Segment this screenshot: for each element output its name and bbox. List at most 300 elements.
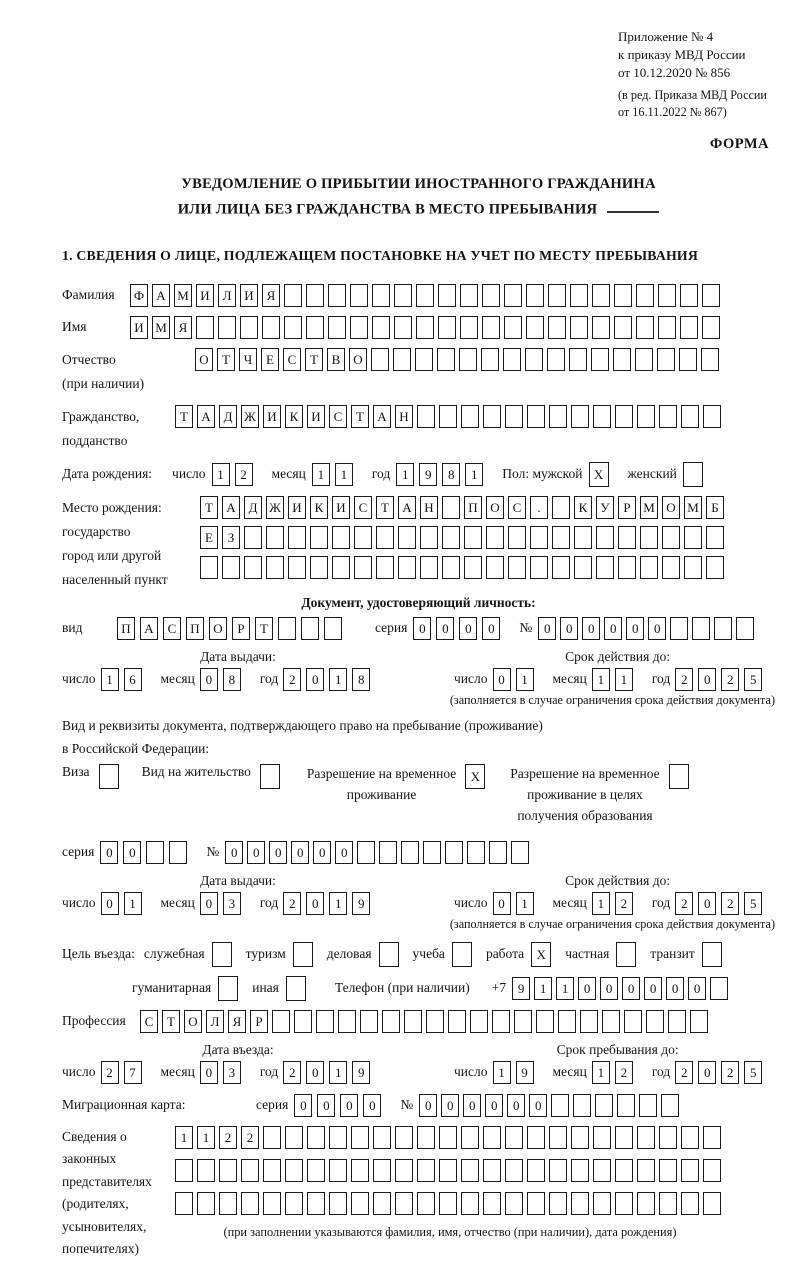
form-cell[interactable] [464, 556, 482, 579]
form-cell[interactable] [470, 1010, 488, 1033]
form-cell[interactable]: 0 [313, 841, 331, 864]
form-cell[interactable] [244, 556, 262, 579]
form-cell[interactable] [483, 405, 501, 428]
form-cell[interactable] [328, 284, 346, 307]
form-cell[interactable]: 6 [124, 668, 142, 691]
form-cell[interactable] [659, 1192, 677, 1215]
form-cell[interactable]: 9 [419, 463, 437, 486]
form-cell[interactable] [483, 1192, 501, 1215]
form-cell[interactable] [552, 496, 570, 519]
form-cell[interactable]: М [640, 496, 658, 519]
form-cell[interactable] [569, 348, 587, 371]
form-cell[interactable]: 8 [442, 463, 460, 486]
form-cell[interactable]: 8 [223, 668, 241, 691]
form-cell[interactable] [573, 1094, 591, 1117]
form-cell[interactable]: 0 [507, 1094, 525, 1117]
form-cell[interactable]: Ф [130, 284, 148, 307]
form-cell[interactable] [260, 764, 280, 789]
form-cell[interactable] [549, 405, 567, 428]
form-cell[interactable]: 1 [335, 463, 353, 486]
form-cell[interactable] [549, 1192, 567, 1215]
form-cell[interactable]: А [398, 496, 416, 519]
form-cell[interactable] [262, 316, 280, 339]
form-cell[interactable] [200, 556, 218, 579]
form-cell[interactable]: Д [219, 405, 237, 428]
form-cell[interactable]: И [332, 496, 350, 519]
form-cell[interactable]: 0 [698, 1061, 716, 1084]
form-cell[interactable]: 5 [744, 892, 762, 915]
form-cell[interactable]: О [195, 348, 213, 371]
form-cell[interactable] [525, 348, 543, 371]
form-cell[interactable] [571, 1159, 589, 1182]
form-cell[interactable]: С [140, 1010, 158, 1033]
form-cell[interactable]: М [152, 316, 170, 339]
form-cell[interactable] [508, 556, 526, 579]
form-cell[interactable] [285, 1192, 303, 1215]
form-cell[interactable]: 0 [363, 1094, 381, 1117]
form-cell[interactable]: 0 [482, 617, 500, 640]
form-cell[interactable] [439, 405, 457, 428]
form-cell[interactable]: 0 [604, 617, 622, 640]
form-cell[interactable] [459, 348, 477, 371]
form-cell[interactable]: 7 [124, 1061, 142, 1084]
form-cell[interactable] [354, 556, 372, 579]
form-cell[interactable]: Н [395, 405, 413, 428]
form-cell[interactable] [376, 526, 394, 549]
form-cell[interactable] [504, 316, 522, 339]
form-cell[interactable] [294, 1010, 312, 1033]
form-cell[interactable] [596, 526, 614, 549]
form-cell[interactable]: 0 [413, 617, 431, 640]
form-cell[interactable]: 0 [269, 841, 287, 864]
form-cell[interactable]: Я [174, 316, 192, 339]
form-cell[interactable] [514, 1010, 532, 1033]
form-cell[interactable]: 2 [721, 668, 739, 691]
form-cell[interactable]: 0 [101, 892, 119, 915]
form-cell[interactable]: К [285, 405, 303, 428]
form-cell[interactable] [437, 348, 455, 371]
form-cell[interactable]: 0 [626, 617, 644, 640]
form-cell[interactable] [668, 1010, 686, 1033]
form-cell[interactable] [662, 556, 680, 579]
form-cell[interactable] [692, 617, 710, 640]
form-cell[interactable] [592, 284, 610, 307]
form-cell[interactable]: 1 [493, 1061, 511, 1084]
form-cell[interactable]: Т [162, 1010, 180, 1033]
form-cell[interactable] [505, 1192, 523, 1215]
form-cell[interactable] [714, 617, 732, 640]
form-cell[interactable]: 2 [615, 892, 633, 915]
form-cell[interactable] [307, 1126, 325, 1149]
form-cell[interactable]: 5 [744, 1061, 762, 1084]
form-cell[interactable] [332, 556, 350, 579]
form-cell[interactable]: У [596, 496, 614, 519]
form-cell[interactable] [486, 526, 504, 549]
form-cell[interactable]: 0 [622, 977, 640, 1000]
form-cell[interactable] [659, 1159, 677, 1182]
form-cell[interactable]: 9 [516, 1061, 534, 1084]
form-cell[interactable]: 2 [615, 1061, 633, 1084]
form-cell[interactable]: 0 [441, 1094, 459, 1117]
form-cell[interactable] [618, 526, 636, 549]
form-cell[interactable] [527, 405, 545, 428]
form-cell[interactable]: 1 [197, 1126, 215, 1149]
form-cell[interactable]: И [196, 284, 214, 307]
form-cell[interactable] [212, 942, 232, 967]
form-cell[interactable]: 9 [352, 892, 370, 915]
form-cell[interactable]: 2 [675, 1061, 693, 1084]
form-cell[interactable] [602, 1010, 620, 1033]
form-cell[interactable] [593, 1159, 611, 1182]
form-cell[interactable] [702, 942, 722, 967]
form-cell[interactable]: 1 [556, 977, 574, 1000]
form-cell[interactable] [416, 284, 434, 307]
form-cell[interactable]: 1 [615, 668, 633, 691]
form-cell[interactable]: 0 [225, 841, 243, 864]
form-cell[interactable] [438, 316, 456, 339]
form-cell[interactable] [417, 1159, 435, 1182]
form-cell[interactable] [736, 617, 754, 640]
form-cell[interactable] [659, 405, 677, 428]
form-cell[interactable]: 0 [247, 841, 265, 864]
form-cell[interactable] [680, 316, 698, 339]
form-cell[interactable]: 0 [600, 977, 618, 1000]
form-cell[interactable] [417, 1126, 435, 1149]
form-cell[interactable] [580, 1010, 598, 1033]
form-cell[interactable] [536, 1010, 554, 1033]
form-cell[interactable] [398, 556, 416, 579]
form-cell[interactable]: 0 [419, 1094, 437, 1117]
form-cell[interactable] [218, 976, 238, 1001]
form-cell[interactable] [452, 942, 472, 967]
form-cell[interactable] [511, 841, 529, 864]
form-cell[interactable] [288, 526, 306, 549]
form-cell[interactable] [439, 1126, 457, 1149]
form-cell[interactable] [661, 1094, 679, 1117]
form-cell[interactable]: С [163, 617, 181, 640]
form-cell[interactable]: X [465, 764, 485, 789]
form-cell[interactable]: Ч [239, 348, 257, 371]
form-cell[interactable]: 0 [200, 1061, 218, 1084]
form-cell[interactable] [357, 841, 375, 864]
form-cell[interactable] [263, 1159, 281, 1182]
form-cell[interactable]: С [508, 496, 526, 519]
form-cell[interactable] [549, 1126, 567, 1149]
form-cell[interactable] [690, 1010, 708, 1033]
form-cell[interactable] [284, 284, 302, 307]
form-cell[interactable]: 2 [721, 892, 739, 915]
form-cell[interactable]: 1 [592, 1061, 610, 1084]
form-cell[interactable] [615, 1159, 633, 1182]
form-cell[interactable] [571, 1126, 589, 1149]
form-cell[interactable] [329, 1126, 347, 1149]
form-cell[interactable] [197, 1192, 215, 1215]
form-cell[interactable] [285, 1159, 303, 1182]
form-cell[interactable] [482, 316, 500, 339]
form-cell[interactable] [307, 1192, 325, 1215]
form-cell[interactable] [552, 556, 570, 579]
form-cell[interactable] [371, 348, 389, 371]
form-cell[interactable] [637, 1159, 655, 1182]
form-cell[interactable] [218, 316, 236, 339]
form-cell[interactable] [266, 556, 284, 579]
form-cell[interactable] [306, 316, 324, 339]
form-cell[interactable]: Р [618, 496, 636, 519]
form-cell[interactable] [681, 405, 699, 428]
form-cell[interactable] [169, 841, 187, 864]
form-cell[interactable]: А [373, 405, 391, 428]
form-cell[interactable]: 1 [312, 463, 330, 486]
form-cell[interactable]: 5 [744, 668, 762, 691]
form-cell[interactable] [706, 556, 724, 579]
form-cell[interactable] [593, 1126, 611, 1149]
form-cell[interactable] [570, 284, 588, 307]
form-cell[interactable]: Р [250, 1010, 268, 1033]
form-cell[interactable] [646, 1010, 664, 1033]
form-cell[interactable] [439, 1159, 457, 1182]
form-cell[interactable]: И [130, 316, 148, 339]
form-cell[interactable] [636, 316, 654, 339]
form-cell[interactable] [241, 1192, 259, 1215]
form-cell[interactable] [350, 284, 368, 307]
form-cell[interactable] [338, 1010, 356, 1033]
form-cell[interactable]: 0 [493, 668, 511, 691]
form-cell[interactable]: 0 [560, 617, 578, 640]
form-cell[interactable] [558, 1010, 576, 1033]
form-cell[interactable]: 9 [352, 1061, 370, 1084]
form-cell[interactable] [379, 942, 399, 967]
form-cell[interactable] [571, 1192, 589, 1215]
form-cell[interactable]: 2 [283, 668, 301, 691]
form-cell[interactable]: Ж [266, 496, 284, 519]
form-cell[interactable] [710, 977, 728, 1000]
form-cell[interactable] [324, 617, 342, 640]
form-cell[interactable]: 1 [592, 892, 610, 915]
form-cell[interactable] [461, 1126, 479, 1149]
form-cell[interactable]: 1 [101, 668, 119, 691]
form-cell[interactable] [503, 348, 521, 371]
form-cell[interactable] [219, 1159, 237, 1182]
form-cell[interactable]: 1 [396, 463, 414, 486]
form-cell[interactable] [684, 556, 702, 579]
form-cell[interactable]: 1 [212, 463, 230, 486]
form-cell[interactable]: 0 [582, 617, 600, 640]
form-cell[interactable]: Н [420, 496, 438, 519]
form-cell[interactable]: Л [206, 1010, 224, 1033]
form-cell[interactable]: 0 [291, 841, 309, 864]
form-cell[interactable]: 0 [335, 841, 353, 864]
form-cell[interactable] [527, 1192, 545, 1215]
form-cell[interactable]: П [464, 496, 482, 519]
form-cell[interactable] [703, 1126, 721, 1149]
form-cell[interactable] [593, 405, 611, 428]
form-cell[interactable]: 0 [529, 1094, 547, 1117]
form-cell[interactable]: 1 [175, 1126, 193, 1149]
form-cell[interactable] [662, 526, 680, 549]
form-cell[interactable] [681, 1192, 699, 1215]
form-cell[interactable]: О [184, 1010, 202, 1033]
form-cell[interactable]: 0 [666, 977, 684, 1000]
form-cell[interactable]: И [263, 405, 281, 428]
form-cell[interactable] [306, 284, 324, 307]
form-cell[interactable] [681, 1159, 699, 1182]
form-cell[interactable] [670, 617, 688, 640]
form-cell[interactable] [505, 1159, 523, 1182]
form-cell[interactable] [530, 526, 548, 549]
form-cell[interactable]: 0 [688, 977, 706, 1000]
form-cell[interactable]: Я [228, 1010, 246, 1033]
form-cell[interactable] [460, 284, 478, 307]
form-cell[interactable] [398, 526, 416, 549]
form-cell[interactable]: X [531, 942, 551, 967]
form-cell[interactable]: О [209, 617, 227, 640]
form-cell[interactable] [508, 526, 526, 549]
form-cell[interactable] [293, 942, 313, 967]
form-cell[interactable]: 0 [200, 892, 218, 915]
form-cell[interactable]: 0 [294, 1094, 312, 1117]
form-cell[interactable]: 1 [465, 463, 483, 486]
form-cell[interactable] [196, 316, 214, 339]
form-cell[interactable] [146, 841, 164, 864]
form-cell[interactable]: 0 [459, 617, 477, 640]
form-cell[interactable]: 2 [675, 892, 693, 915]
form-cell[interactable]: 0 [698, 668, 716, 691]
form-cell[interactable] [332, 526, 350, 549]
form-cell[interactable]: О [349, 348, 367, 371]
form-cell[interactable]: 0 [698, 892, 716, 915]
form-cell[interactable]: 2 [721, 1061, 739, 1084]
form-cell[interactable]: 1 [329, 1061, 347, 1084]
form-cell[interactable]: 1 [329, 892, 347, 915]
form-cell[interactable] [486, 556, 504, 579]
form-cell[interactable]: 2 [283, 892, 301, 915]
form-cell[interactable] [417, 405, 435, 428]
form-cell[interactable] [285, 1126, 303, 1149]
form-cell[interactable] [376, 556, 394, 579]
form-cell[interactable] [379, 841, 397, 864]
form-cell[interactable] [461, 1192, 479, 1215]
form-cell[interactable] [284, 316, 302, 339]
form-cell[interactable] [669, 764, 689, 789]
form-cell[interactable] [527, 1126, 545, 1149]
form-cell[interactable] [272, 1010, 290, 1033]
form-cell[interactable]: П [186, 617, 204, 640]
form-cell[interactable] [464, 526, 482, 549]
form-cell[interactable]: 0 [538, 617, 556, 640]
form-cell[interactable] [329, 1159, 347, 1182]
form-cell[interactable]: М [174, 284, 192, 307]
form-cell[interactable] [394, 316, 412, 339]
form-cell[interactable] [639, 1094, 657, 1117]
form-cell[interactable] [328, 316, 346, 339]
form-cell[interactable] [467, 841, 485, 864]
form-cell[interactable]: 1 [592, 668, 610, 691]
form-cell[interactable] [439, 1192, 457, 1215]
form-cell[interactable] [552, 526, 570, 549]
form-cell[interactable]: 0 [436, 617, 454, 640]
form-cell[interactable]: 1 [329, 668, 347, 691]
form-cell[interactable]: 1 [516, 892, 534, 915]
form-cell[interactable]: 0 [123, 841, 141, 864]
form-cell[interactable] [615, 1192, 633, 1215]
form-cell[interactable]: Р [232, 617, 250, 640]
form-cell[interactable] [360, 1010, 378, 1033]
form-cell[interactable] [372, 316, 390, 339]
form-cell[interactable] [373, 1192, 391, 1215]
form-cell[interactable] [351, 1192, 369, 1215]
form-cell[interactable]: И [240, 284, 258, 307]
form-cell[interactable] [483, 1159, 501, 1182]
form-cell[interactable] [350, 316, 368, 339]
form-cell[interactable] [681, 1126, 699, 1149]
form-cell[interactable] [617, 1094, 635, 1117]
form-cell[interactable] [640, 526, 658, 549]
form-cell[interactable] [679, 348, 697, 371]
form-cell[interactable] [442, 496, 460, 519]
form-cell[interactable] [175, 1159, 193, 1182]
form-cell[interactable]: А [197, 405, 215, 428]
form-cell[interactable] [301, 617, 319, 640]
form-cell[interactable]: Е [200, 526, 218, 549]
form-cell[interactable] [658, 316, 676, 339]
form-cell[interactable] [481, 348, 499, 371]
form-cell[interactable] [372, 284, 390, 307]
form-cell[interactable] [616, 942, 636, 967]
form-cell[interactable] [492, 1010, 510, 1033]
form-cell[interactable] [703, 1192, 721, 1215]
form-cell[interactable] [395, 1159, 413, 1182]
form-cell[interactable] [266, 526, 284, 549]
form-cell[interactable] [658, 284, 676, 307]
form-cell[interactable] [417, 1192, 435, 1215]
form-cell[interactable]: Я [262, 284, 280, 307]
form-cell[interactable] [373, 1159, 391, 1182]
form-cell[interactable] [526, 284, 544, 307]
form-cell[interactable]: 2 [219, 1126, 237, 1149]
form-cell[interactable] [445, 841, 463, 864]
form-cell[interactable] [416, 316, 434, 339]
form-cell[interactable]: 0 [340, 1094, 358, 1117]
form-cell[interactable] [618, 556, 636, 579]
form-cell[interactable]: С [329, 405, 347, 428]
form-cell[interactable] [530, 556, 548, 579]
form-cell[interactable] [382, 1010, 400, 1033]
form-cell[interactable] [527, 1159, 545, 1182]
form-cell[interactable]: 2 [241, 1126, 259, 1149]
form-cell[interactable]: П [117, 617, 135, 640]
form-cell[interactable]: Т [175, 405, 193, 428]
form-cell[interactable] [483, 1126, 501, 1149]
form-cell[interactable]: 3 [223, 1061, 241, 1084]
form-cell[interactable] [415, 348, 433, 371]
form-cell[interactable] [637, 1126, 655, 1149]
form-cell[interactable]: 0 [317, 1094, 335, 1117]
form-cell[interactable]: 0 [200, 668, 218, 691]
form-cell[interactable] [591, 348, 609, 371]
form-cell[interactable] [615, 1126, 633, 1149]
form-cell[interactable] [461, 1159, 479, 1182]
form-cell[interactable] [659, 1126, 677, 1149]
form-cell[interactable] [640, 556, 658, 579]
form-cell[interactable] [316, 1010, 334, 1033]
form-cell[interactable] [241, 1159, 259, 1182]
form-cell[interactable]: К [574, 496, 592, 519]
form-cell[interactable]: О [486, 496, 504, 519]
form-cell[interactable] [99, 764, 119, 789]
form-cell[interactable]: 0 [100, 841, 118, 864]
form-cell[interactable] [706, 526, 724, 549]
form-cell[interactable]: Е [261, 348, 279, 371]
